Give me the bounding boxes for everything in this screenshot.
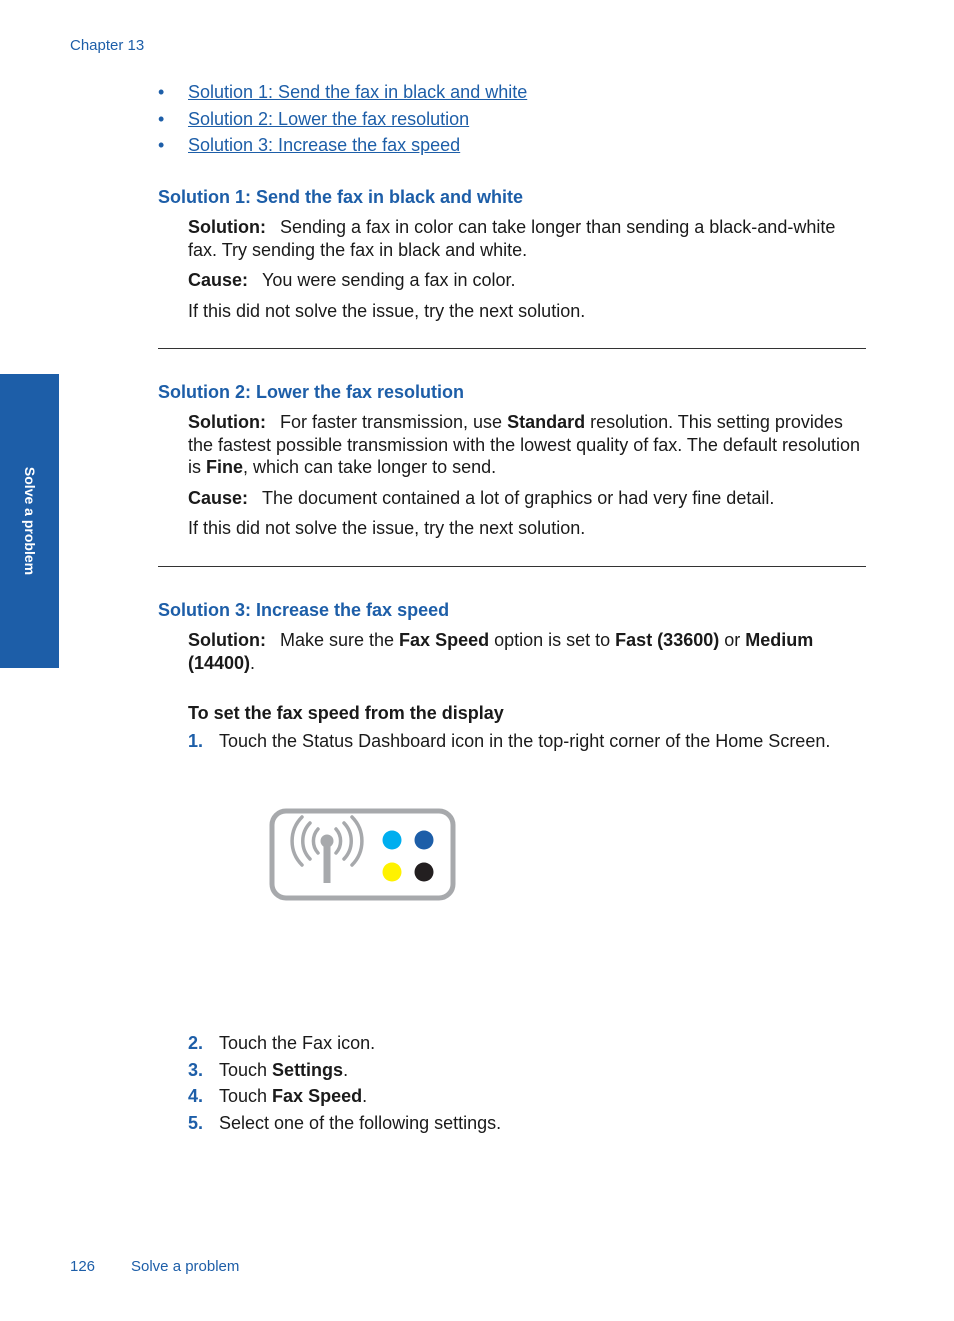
emphasis: Fast (33600) [615,630,720,650]
emphasis: Standard [507,412,586,432]
step-text-part: . [362,1086,368,1107]
list-item [158,134,527,161]
emphasis: Fax Speed [399,630,490,650]
section-solution-3 [158,599,868,674]
solution-text: Sending a fax in color can take longer than sending a black-and-white fax. Try sending the fax in black and white. [188,217,836,260]
step-text [219,1112,501,1139]
step-text [219,1032,375,1059]
black-ink-dot [415,863,434,882]
step-text-part: Touch the Fax icon. [219,1033,376,1053]
solution-text: , which can take longer to send. [243,457,497,477]
solution-text: option is set to [489,630,616,650]
bullet: • [158,82,165,102]
link-solution-2[interactable]: Solution 2: Lower the fax resolution [188,108,470,129]
step-number: 2. [188,1033,204,1053]
yellow-ink-dot [383,863,402,882]
list-item [158,108,527,135]
status-dashboard-icon [269,808,456,901]
section-title: Solution 2: Lower the fax resolution [158,382,465,402]
side-tab [0,374,59,668]
page-number: 126 [70,1258,96,1275]
step-text-part: Select one of the following settings. [219,1113,502,1134]
list-item [188,1112,501,1139]
section-solution-1 [158,186,868,322]
cause-label: Cause: [188,487,249,508]
chapter-label: Chapter 13 [70,37,145,54]
bullet: • [158,108,165,129]
solution-paragraph [188,216,866,261]
step-number: 1. [188,731,204,751]
cyan-ink-dot [383,831,402,850]
blue-ink-dot [415,831,434,850]
section-solution-2 [158,381,868,540]
emphasis: Fax Speed [272,1086,363,1107]
step-number: 4. [188,1086,204,1107]
emphasis: Fine [206,457,244,477]
section-title: Solution 3: Increase the fax speed [158,600,450,620]
procedure-steps-continued [188,1032,501,1139]
next-solution-text: If this did not solve the issue, try the next solution. [188,300,586,321]
cause-text: The document contained a lot of graphics or had very fine detail. [262,487,775,508]
step-number: 5. [188,1113,204,1134]
antenna-mast [324,841,331,883]
step-text-part: Touch [219,1059,273,1080]
list-item [158,81,527,108]
section-body [188,629,866,674]
footer-section: Solve a problem [131,1258,240,1275]
emphasis: Medium (14400) [188,630,814,673]
cause-label: Cause: [188,270,249,290]
solution-paragraph [188,629,866,674]
emphasis: Settings [272,1059,344,1080]
cause-paragraph [188,487,866,510]
solution-text: resolution. This setting provides the fastest possible transmission with the lowest quality of fax. The default resolution is [188,412,861,477]
bullet: • [158,135,165,155]
step-text-part: Touch [219,1086,273,1107]
divider [158,348,866,349]
link-solution-1[interactable]: Solution 1: Send the fax in black and white [188,82,528,102]
solution-label: Solution: [188,412,266,432]
procedure-title: To set the fax speed from the display [188,703,504,723]
solution-label: Solution: [188,217,266,237]
step-text [219,1059,348,1086]
step-number: 3. [188,1059,204,1080]
step-text-part: . [343,1059,349,1080]
section-body [188,216,866,322]
solution-label: Solution: [188,630,266,650]
list-item [188,1085,501,1112]
divider [158,566,866,567]
step-text: Touch the Status Dashboard icon in the top-right corner of the Home Screen. [219,731,831,751]
cause-paragraph [188,269,866,292]
section-title: Solution 1: Send the fax in black and white [158,187,524,207]
list-item [188,1032,501,1059]
solution-text: . [250,652,256,673]
cause-text: You were sending a fax in color. [262,270,516,290]
list-item [188,1059,501,1086]
solution-text: Make sure the [279,630,400,650]
solution-list [158,81,527,161]
procedure-steps [188,730,830,757]
section-body [188,411,866,540]
link-solution-3[interactable]: Solution 3: Increase the fax speed [188,135,461,155]
solution-text: For faster transmission, use [279,412,508,432]
next-solution-text: If this did not solve the issue, try the next solution. [188,518,586,538]
side-tab-label: Solve a problem [22,466,38,576]
solution-paragraph [188,411,866,479]
list-item [188,730,830,757]
solution-text: or [719,630,746,650]
step-text [219,1085,367,1112]
